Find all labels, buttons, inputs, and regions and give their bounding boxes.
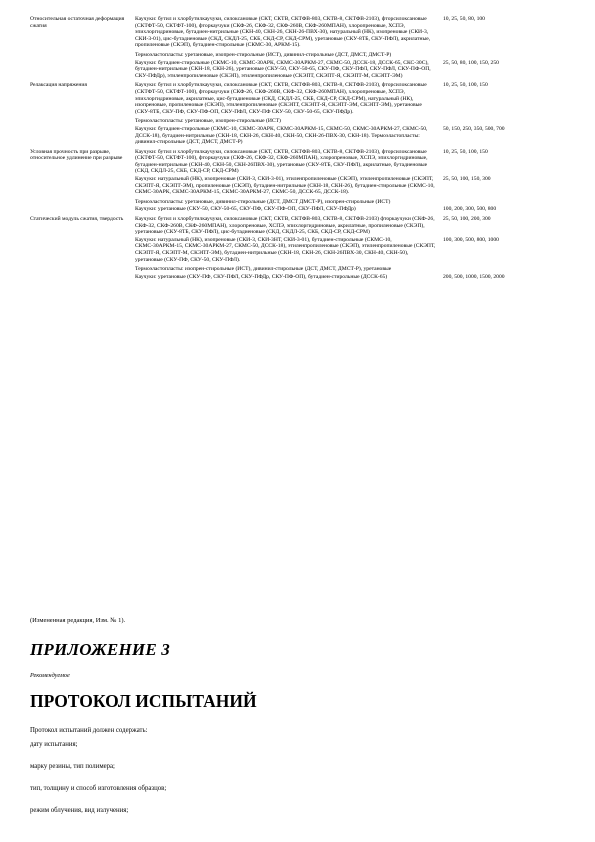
test-conditions-table — [30, 16, 575, 283]
materials-cell — [135, 149, 443, 176]
times-cell: 10, 25, 50, 80, 100 — [443, 16, 485, 22]
protocol-item: тип, толщину и способ изготовления образцов; — [30, 785, 167, 792]
protocol-intro: Протокол испытаний должен содержать: — [30, 727, 148, 734]
thermoplastics-text: Термоэластопласты: уретановые, изопрен-стирольные (ИСТ), дивинил-стирольные (ДСТ, ДМСТ, ДМСТ-Р) — [135, 51, 392, 58]
recommended-label: Рекомендуемое — [30, 672, 70, 679]
materials-cell — [135, 274, 443, 284]
table-row — [30, 149, 575, 176]
materials-cell — [135, 60, 443, 83]
times-cell: 200, 500, 1000, 1500, 2000 — [443, 273, 505, 280]
materials-text: Каучуки: бутадиен-стирольные (СКМС-10, СКМС-30АРК, СКМС-30АРКМ-15, СКМС-50, СКМС-30АРКМ-27, СКМС-50, ДССК-18), бутадиен-нитрильные (СКН-18, СКН-26, СКН-40, СКН-50, СКН-26-ПВХ-30, СКН-18). Термоэластопласты: дивинил-стирольные (ДСТ, ДМСТ, ДМСТ-Р) — [135, 125, 428, 146]
revision-note: (Измененная редакция, Изм. № 1). — [30, 617, 126, 624]
materials-text: Каучуки: бутил и хлорбутилкаучуки, силоксановые (СКТ, СКТВ, СКТФВ-803, СКТВ-8, СКТФВ-2103), фторсилоксановые (СКТФТ-50, СКТФТ-100), фторкаучуки (СКФ-26, СКФ-260В, СКФ-32, СКФ-260МПАН), хлоропреновые, ХСПЭ, эпихлоргидриновые, акрилатные, цис-бутадиеновые (СКД, СКДЛ-25, СКБ, СКД-СР, СКД-СРМ), натуральный (НК), изопреновые, пропиленовые (СКЭП), этиленпропиленовые (СКЭПТ, СКЭПТ-Я, СКЭПТ-ЭМ, СКЭПТ-ЭМ), уретановые (СКУ-8ТБ, СКУ-ПФ, СКУ-ПФ-ОП, СКУ-ПФЛ, СКУ-ПФ СКУ-50, СКУ-50-65, СКУ-ПФДр). — [135, 82, 427, 115]
times-cell: 50, 150, 250, 350, 500, 700 — [443, 125, 505, 132]
property-cell: Статический модуль сжатия, твердость — [30, 216, 124, 223]
table-body — [30, 16, 575, 283]
property-cell — [30, 126, 135, 149]
property-cell — [30, 274, 135, 284]
times-cell: 25, 50, 100, 200, 300 — [443, 216, 491, 223]
property-cell: Относительная остаточная деформация сжатия — [30, 16, 125, 29]
protocol-heading: ПРОТОКОЛ ИСПЫТАНИЙ — [30, 691, 257, 711]
table-row — [30, 16, 575, 60]
times-cell: 100, 200, 300, 500, 800 — [443, 206, 497, 213]
materials-text: Каучуки: бутадиен-стирольные (СКМС-10, СКМС-30АРК, СКМС-30АРКМ-27, СКМС-50, ДССК-18, ДССК-65, СКС-30С), бутадиен-нитрильные (СКН-18, СКН-26), уретановые (СКУ-50, СКУ-50-65, СКУ-ПФ, СКУ-ПФЛ, СКУ-ПФЛ, СКУ-ПФ-ОП, СКУ-ПФДр), этиленпропиленовые (СКЭП), этиленпропиленовые (СКЭПТ, СКЭПТ-Я, СКЭПТ-М, СКЭПТ-ЭМ) — [135, 59, 431, 79]
table-row — [30, 60, 575, 83]
property-cell: Релаксация напряжения — [30, 82, 87, 89]
table-row — [30, 237, 575, 274]
table-row — [30, 176, 575, 206]
property-cell — [30, 176, 135, 206]
materials-text: Каучуки: уретановые (СКУ-50, СКУ-50-65, СКУ-ПФ, СКУ-ПФ-ОП, СКУ-ПФЛ, СКУ-ПФДр) — [135, 206, 356, 213]
materials-cell — [135, 176, 443, 206]
protocol-items-list — [30, 740, 166, 828]
materials-cell — [135, 126, 443, 149]
materials-text: Каучуки: бутил и хлорбутилкаучуки, силоксановые (СКТ, СКТВ, СКТФВ-803, СКТВ-8, СКТФВ-2103), фторсилоксановые (СКТФТ-50, СКТФТ-100), фторкаучуки (СКФ-26, СКФ-32, СКФ-260МПАН), хлоропреновые, ХСПЭ, эпихлоргидриновые, бутадиен-нитрильные (СКН-40, СКН-50, СКН-26ПВХ-30), уретановые (СКУ-8ТБ, СКУ-ПФЛ), акрилатные, бутадиеновые (СКД, СКДЛ-25, СКБ, СКД-СР, СКД-СРМ) — [135, 148, 428, 175]
table-row — [30, 216, 575, 237]
materials-text: Каучуки: бутил и хлорбутилкаучуки, силоксановые (СКТ, СКТВ, СКТФВ-803, СКТВ-8, СКТФВ-2103), фторсилоксановые (СКТФТ-50, СКТФТ-100), фторкаучуки (СКФ-26, СКФ-32, СКФ-260В, СКФ-260МПАН), хлоропреновые, ХСПЭ, эпихлоргидриновые, бутадиен-нитрильные (СКН-40, СКН-26, СКН-26-ПВХ-30), натуральный (НК), изопреновые (СКИ-3, СКИ-3-01), цис-бутадиеновые (СКД, СКДЛ-25, СКБ, СКД-СР, СКД-СРМ), уретановые (СКУ-8ТБ, СКУ-ПФЛ), акрилатные, пропиленовые (СКЭП), бутадиен-стирольные (СКМС-30, АРКМ-15). — [135, 16, 431, 49]
materials-cell — [135, 206, 443, 216]
property-cell — [30, 206, 135, 216]
table-row — [30, 82, 575, 126]
times-cell: 10, 25, 50, 100, 150 — [443, 82, 488, 89]
protocol-item: марку резины, тип полимера; — [30, 763, 115, 770]
materials-text: Каучуки: уретановые (СКУ-ПФ, СКУ-ПФЛ, СКУ-ПФДр, СКУ-ПФ-ОП), бутадиен-стирольные (ДССК-65) — [135, 273, 388, 280]
times-cell: 25, 50, 80, 100, 150, 250 — [443, 59, 499, 66]
property-cell — [30, 60, 135, 83]
materials-cell — [135, 237, 443, 274]
protocol-item: дату испытания; — [30, 741, 78, 748]
thermoplastics-text: Термоэластопласты: уретановые, изопрен-стирольные (ИСТ) — [135, 118, 281, 125]
materials-cell — [135, 216, 443, 237]
materials-cell — [135, 82, 443, 126]
table-row — [30, 126, 575, 149]
materials-text: Каучуки: натуральный (НК), изопреновые (СКИ-3, СКИ-3НТ, СКИ-3-01), бутадиен-стирольные (СКМС-10, СКМС-30АРКМ-15, СКМС-30АРКМ-27, СКМС-50, ДССК-18), этиленпропиленовые (СКЭП), этиленпропиленовые (СКЭПТ, СКЭПТ-Я, СКЭПТ-М, СКЭПТ-ЭМ), бутадиен-нитрильные (СКН-18, СКН-26, СКН-26ПВХ-30, СКН-40, СКН-50), уретановые (СКУ-ПФ, СКУ-50, СКУ-ПФЛ). — [135, 236, 436, 263]
thermoplastics-text: Термоэластопласты: изопрен-стирольные (ИСТ), дивинил-стирольные (ДСТ, ДМСТ, ДМСТ-Р), уретановые — [135, 266, 392, 273]
times-cell: 100, 300, 500, 800, 1000 — [443, 236, 499, 243]
appendix-heading: ПРИЛОЖЕНИЕ 3 — [30, 640, 171, 659]
property-cell — [30, 237, 135, 274]
materials-cell — [135, 16, 443, 60]
protocol-item: режим облучения, вид излучения; — [30, 807, 129, 814]
table-row — [30, 206, 575, 216]
table-row — [30, 274, 575, 284]
materials-text: Каучуки: бутил и хлорбутилкаучуки, силоксановые (СКТ, СКТВ, СКТФВ-803, СКТВ-8, СКТФВ-2103) фторкаучуки (СКФ-26, СКФ-32, СКФ-260В, СКФ-260МПАН), хлоропреновые, ХСПЭ, эпихлоргидриновые, акрилатные, пропиленовые (СКЭП), уретановые (СКУ-8ТБ, СКУ-ПФЛ), цис-бутадиеновые (СКД, СКДЛ-25, СКБ, СКД-СР, СКД-СРМ) — [135, 216, 435, 236]
materials-text: Каучуки: натуральный (НК), изопреновые (СКИ-3, СКИ-3-01), этиленпропиленовые (СКЭП), этиленпропиленовые (СКЭПТ, СКЭПТ-Я, СКЭПТ-ЭМ), пропиленовые (СКЭП), бутадиен-нитрильные (СКН-18, СКН-26), бутадиен-стирольные (СКМС-10, СКМС-30АРК, СКМС-30АРКМ-15, СКМС-30АРКМ-27, СКМС-50, ДССК-65, ДССК-18). — [135, 176, 435, 196]
thermoplastics-text: Термоэластопласты: уретановые, дивинил-стирольные (ДСТ, ДМСТ ДМСТ-Р), изопрен-стирольные (ИСТ) — [135, 198, 391, 205]
times-cell: 25, 50, 100, 150, 300 — [443, 176, 491, 183]
property-cell: Условная прочность при разрыве, относительное удлинение при разрыве — [30, 148, 123, 162]
times-cell: 10, 25, 50, 100, 150 — [443, 148, 488, 155]
